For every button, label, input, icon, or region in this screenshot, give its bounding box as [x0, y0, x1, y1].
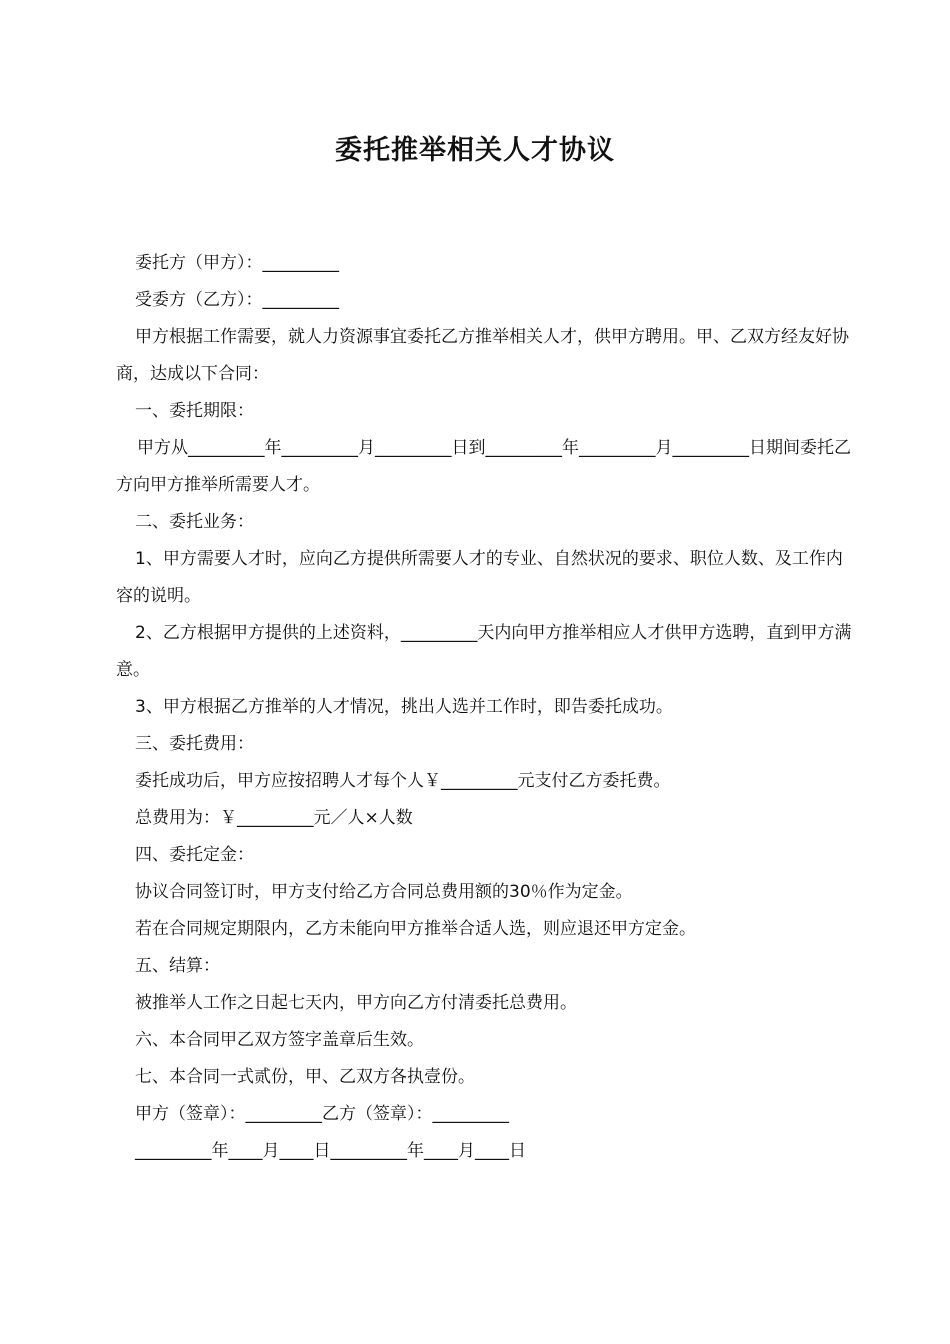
business-item-2: 2、乙方根据甲方提供的上述资料，_________天内向甲方推举相应人才供甲方选聘，直到甲方满意。 — [116, 623, 852, 680]
settlement-paragraph: 被推举人工作之日起七天内，甲方向乙方付清委托总费用。 — [135, 993, 577, 1013]
effective-paragraph: 六、本合同甲乙双方签字盖章后生效。 — [135, 1030, 424, 1050]
copies-paragraph: 七、本合同一式贰份，甲、乙双方各执壹份。 — [135, 1067, 475, 1087]
intro-paragraph: 甲方根据工作需要，就人力资源事宜委托乙方推举相关人才，供甲方聘用。甲、乙双方经友好协商，达成以下合同： — [116, 327, 849, 384]
term-paragraph: 甲方从_________年_________月_________日到_________年_________月_________日期间委托乙方向甲方推举所需要人才。 — [116, 438, 851, 495]
deposit-paragraph-1: 协议合同签订时，甲方支付给乙方合同总费用额的30％作为定金。 — [135, 882, 633, 902]
date-line: _________年____月____日_________年____月____日 — [135, 1141, 526, 1161]
document-body — [116, 245, 852, 1170]
deposit-paragraph-2: 若在合同规定期限内，乙方未能向甲方推举合适人选，则应退还甲方定金。 — [135, 919, 696, 939]
total-fee-paragraph: 总费用为：￥_________元／人×人数 — [135, 808, 413, 828]
section-heading-1: 一、委托期限： — [135, 401, 254, 421]
business-item-1: 1、甲方需要人才时，应向乙方提供所需要人才的专业、自然状况的要求、职位人数、及工作内容的说明。 — [116, 549, 843, 606]
party-b-line: 受委方（乙方）：_________ — [135, 290, 339, 310]
document-title: 委托推举相关人才协议 — [335, 135, 615, 166]
signature-line: 甲方（签章）：_________乙方（签章）：_________ — [135, 1104, 509, 1124]
section-heading-4: 四、委托定金： — [135, 845, 254, 865]
business-item-3: 3、甲方根据乙方推举的人才情况，挑出人选并工作时，即告委托成功。 — [135, 697, 673, 717]
fee-paragraph: 委托成功后，甲方应按招聘人才每个人￥_________元支付乙方委托费。 — [135, 771, 671, 791]
section-heading-5: 五、结算： — [135, 956, 220, 976]
section-heading-3: 三、委托费用： — [135, 734, 254, 754]
party-a-line: 委托方（甲方）：_________ — [135, 253, 339, 273]
section-heading-2: 二、委托业务： — [135, 512, 254, 532]
